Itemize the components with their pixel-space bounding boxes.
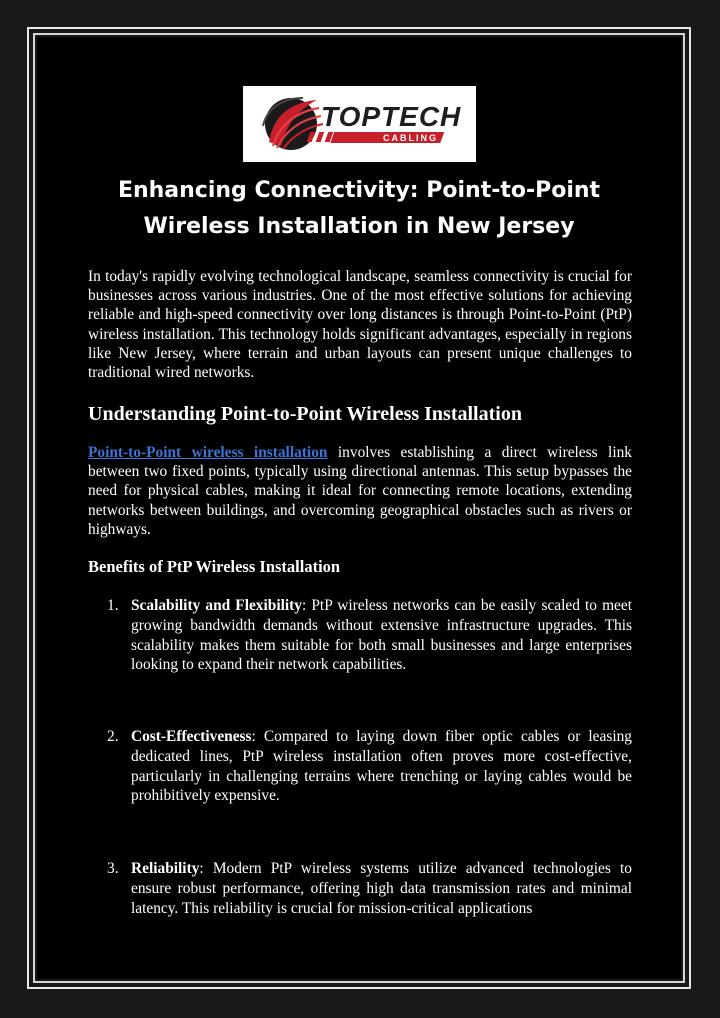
title-line-1: Enhancing Connectivity: Point-to-Point <box>117 178 601 203</box>
logo-subword: CABLING <box>383 133 438 143</box>
benefits-heading: Benefits of PtP Wireless Installation <box>88 557 341 576</box>
intro-paragraph: In today's rapidly evolving technological landscape, seamless connectivity is crucial for businesses across various industries. One of the most effective solutions for achieving reliable and high-speed connectivity over long distances is through Point-to-Point (PtP) wireless installation. This technology holds significant advantages, especially in regions like New Jersey, where terrain and urban layouts can present unique challenges to traditional wired networks. <box>88 268 632 382</box>
section-heading: Understanding Point-to-Point Wireless Installation <box>88 403 522 425</box>
list-item <box>107 596 632 675</box>
section-body-text: involves establishing a direct wireless link between two fixed points, typically using directional antennas. This setup bypasses the need for physical cables, making it ideal for connecting remote locations, extending networks between buildings, and overcoming geographical obstacles such as rivers or highways. <box>88 444 632 538</box>
title-line-2: Wireless Installation in New Jersey <box>143 214 575 239</box>
list-item <box>107 727 632 806</box>
section-paragraph <box>88 443 632 539</box>
logo-graphic <box>243 86 476 162</box>
toptech-logo <box>243 86 476 162</box>
page-title <box>77 173 641 245</box>
benefit-text: : Modern PtP wireless systems utilize advanced technologies to ensure robust performance, offering high data transmission rates and minimal latency. This reliability is crucial for mission-critical applications <box>131 860 632 917</box>
document-page <box>37 37 681 979</box>
list-number: 3. <box>107 860 119 877</box>
benefit-title: Cost-Effectiveness <box>131 728 252 745</box>
list-item <box>107 859 632 918</box>
benefit-text: : Compared to laying down fiber optic cables or leasing dedicated lines, PtP wireless installation often proves more cost-effective, particularly in challenging terrains where trenching or laying cables would be prohibitively expensive. <box>131 728 632 805</box>
benefit-title: Reliability <box>131 860 200 877</box>
list-number: 2. <box>107 728 119 745</box>
list-number: 1. <box>107 597 119 614</box>
ptp-installation-link[interactable]: Point-to-Point wireless installation <box>88 444 328 461</box>
benefit-text: : PtP wireless networks can be easily scaled to meet growing bandwidth demands without extensive infrastructure upgrades. This scalability makes them suitable for both small businesses and large enterprises looking to expand their network capabilities. <box>131 597 632 674</box>
benefit-title: Scalability and Flexibility <box>131 597 302 614</box>
logo-wordmark: TOPTECH <box>321 101 462 132</box>
